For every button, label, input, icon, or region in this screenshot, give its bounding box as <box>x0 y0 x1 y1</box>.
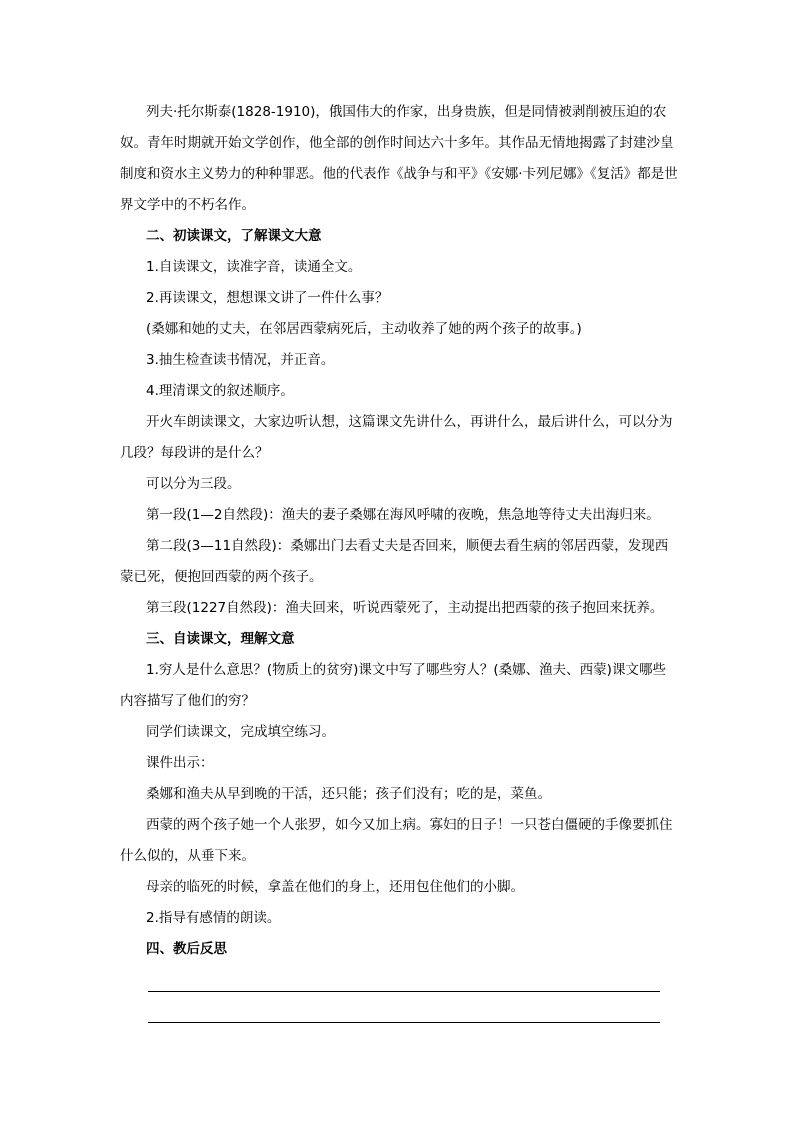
reflection-line-1 <box>148 991 660 992</box>
section2-item-3: 3.抽生检查读书情况，并正音。 <box>146 352 335 368</box>
section2-item-4: 4.理清课文的叙述顺序。 <box>146 383 294 399</box>
section2-division: 可以分为三段。 <box>146 476 241 492</box>
document-body <box>120 97 678 965</box>
section2-part-2: 第二段(3—11自然段)：桑娜出门去看丈夫是否回来，顺便去看生病的邻居西蒙，发现西蒙已死，便抱回西蒙的两个孩子。 <box>120 538 669 585</box>
section2-part-1: 第一段(1—2自然段)：渔夫的妻子桑娜在海风呼啸的夜晚，焦急地等待丈夫出海归来。 <box>146 507 660 523</box>
section3-slide-label: 课件出示： <box>146 755 214 771</box>
section2-reading-task: 开火车朗读课文，大家边听认想，这篇课文先讲什么，再讲什么，最后讲什么，可以分为几段？每段讲的是什么？ <box>120 414 673 461</box>
section3-fill-1: 桑娜和渔夫从早到晚的干活，还只能；孩子们没有；吃的是，菜鱼。 <box>146 786 551 802</box>
section2-item-2: 2.再读课文，想想课文讲了一件什么事？ <box>146 290 389 306</box>
section-heading-2: 二、初读课文，了解课文大意 <box>146 228 322 244</box>
section3-task: 同学们读课文，完成填空练习。 <box>146 724 335 740</box>
intro-paragraph: 列夫·托尔斯泰(1828-1910)，俄国伟大的作家，出身贵族，但是同情被剥削被压迫的农奴。青年时期就开始文学创作，他全部的创作时间达六十多年。其作品无情地揭露了封建沙皇制度和资水主义势力的种种罪恶。他的代表作《战争与和平》《安娜·卡列尼娜》《复活》都是世界文学中的不朽名作。 <box>120 104 678 213</box>
section2-answer: (桑娜和她的丈夫，在邻居西蒙病死后，主动收养了她的两个孩子的故事。) <box>146 321 582 337</box>
section2-part-3: 第三段(1227自然段)：渔夫回来，听说西蒙死了，主动提出把西蒙的孩子抱回来抚养。 <box>146 600 664 616</box>
section2-item-1: 1.自读课文，读准字音，读通全文。 <box>146 259 362 275</box>
section3-fill-2: 西蒙的两个孩子她一个人张罗，如今又加上病。寡妇的日子！一只苍白僵硬的手像要抓住什么似的，从垂下来。 <box>120 817 673 864</box>
section3-item-1: 1.穷人是什么意思？(物质上的贫穷)课文中写了哪些穷人？(桑娜、渔夫、西蒙)课文哪些内容描写了他们的穷？ <box>120 662 666 709</box>
section3-item-2: 2.指导有感情的朗读。 <box>146 910 281 926</box>
section3-fill-3: 母亲的临死的时候，拿盖在他们的身上，还用包住他们的小脚。 <box>146 879 524 895</box>
section-heading-4: 四、教后反思 <box>146 941 227 957</box>
reflection-line-2 <box>148 1022 660 1023</box>
section-heading-3: 三、自读课文，理解文意 <box>146 631 295 647</box>
